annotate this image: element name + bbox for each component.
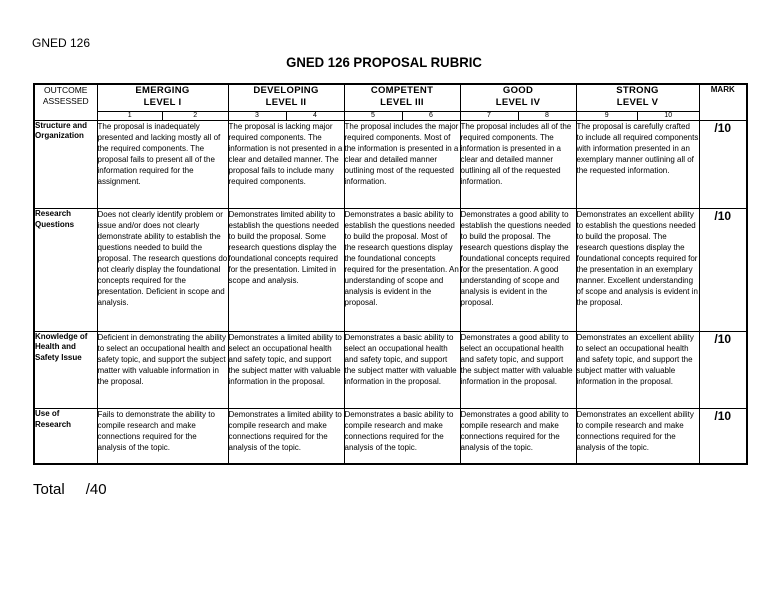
mark-header: MARK: [699, 84, 747, 120]
scale-good: 7 8: [460, 111, 576, 120]
descriptor-cell: The proposal includes the major required components. Most of the information is presented in a clear and detailed manner outlining most of the requested information.: [344, 120, 460, 208]
course-code: GNED 126: [32, 36, 91, 50]
descriptor-cell: Demonstrates an excellent ability to establish the questions needed to build the proposal. The research questions display the foundational concepts required for the presentation in an exemplary manner. Excellent understanding of scope and analysis is evident in the proposal.: [576, 209, 699, 332]
mark-cell: /10: [699, 120, 747, 208]
criterion-label: Research Questions: [34, 209, 97, 332]
level-header-strong: STRONG LEVEL V: [576, 84, 699, 111]
scale-strong: 9 10: [576, 111, 699, 120]
scale-emerging: 1 2: [97, 111, 228, 120]
descriptor-cell: Demonstrates a basic ability to compile research and make connections required for the analysis of the topic.: [344, 409, 460, 464]
descriptor-cell: The proposal is carefully crafted to include all required components with information presented in an exemplary manner outlining all of the requested information.: [576, 120, 699, 208]
descriptor-cell: Fails to demonstrate the ability to compile research and make connections required for the analysis of the topic.: [97, 409, 228, 464]
descriptor-cell: Demonstrates a limited ability to select an occupational health and safety topic, and support the subject matter with valuable information in the proposal.: [228, 331, 344, 408]
level-header-emerging: EMERGING LEVEL I: [97, 84, 228, 111]
criterion-label: Knowledge of Health and Safety Issue: [34, 331, 97, 408]
level-header-developing: DEVELOPING LEVEL II: [228, 84, 344, 111]
scale-row: [34, 111, 747, 120]
mark-cell: /10: [699, 331, 747, 408]
criterion-label: Use of Research: [34, 409, 97, 464]
page-title: GNED 126 PROPOSAL RUBRIC: [286, 54, 482, 70]
descriptor-cell: Demonstrates a good ability to compile research and make connections required for the analysis of the topic.: [460, 409, 576, 464]
mark-cell: /10: [699, 209, 747, 332]
descriptor-cell: Demonstrates an excellent ability to select an occupational health and safety topic, and support the subject matter with valuable information in the proposal.: [576, 331, 699, 408]
descriptor-cell: Demonstrates a basic ability to establish the questions needed to build the proposal. Most of the research questions display the foundational concepts required for the presentation. An understanding of scope and analysis is evident in the proposal.: [344, 209, 460, 332]
scale-developing: 3 4: [228, 111, 344, 120]
total-value: /40: [85, 481, 107, 498]
descriptor-cell: Does not clearly identify problem or issue and/or does not clearly demonstrate ability to establish the questions needed to build the proposal. The research questions do not clearly display the foundational concepts required for the presentation. Deficient in scope and analysis.: [97, 209, 228, 332]
total-score: [33, 481, 107, 498]
criterion-label: Structure and Organization: [34, 120, 97, 208]
descriptor-cell: The proposal includes all of the required components. The information is presented in a clear and detailed manner outlining all of the requested information.: [460, 120, 576, 208]
level-header-good: GOOD LEVEL IV: [460, 84, 576, 111]
descriptor-cell: The proposal is inadequately presented and lacking mostly all of the required components. The proposal fails to present all of the information required for the assignment.: [97, 120, 228, 208]
rubric-row-structure: [34, 120, 747, 208]
mark-cell: /10: [699, 409, 747, 464]
descriptor-cell: Demonstrates a basic ability to select an occupational health and safety topic, and support the subject matter with valuable information in the proposal.: [344, 331, 460, 408]
level-header-competent: COMPETENT LEVEL III: [344, 84, 460, 111]
descriptor-cell: Demonstrates a limited ability to compile research and make connections required for the analysis of the topic.: [228, 409, 344, 464]
rubric-table: [33, 83, 748, 465]
total-label: Total: [33, 481, 65, 498]
descriptor-cell: Demonstrates limited ability to establish the questions needed to build the proposal. Some research questions display the foundational concepts required for the presentation. Limited in scope and analysis.: [228, 209, 344, 332]
descriptor-cell: Deficient in demonstrating the ability to select an occupational health and safety topic, and support the subject matter with valuable information in the proposal.: [97, 331, 228, 408]
outcome-assessed-header: OUTCOME ASSESSED: [34, 84, 97, 120]
descriptor-cell: The proposal is lacking major required components. The information is not presented in a clear and detailed manner. The proposal fails to include many required components.: [228, 120, 344, 208]
rubric-row-research-questions: [34, 209, 747, 332]
header-row: [34, 84, 747, 111]
descriptor-cell: Demonstrates a good ability to establish the questions needed to build the proposal. The research questions display the foundational concepts required for the presentation. A good understanding of scope and analysis is evident in the proposal.: [460, 209, 576, 332]
descriptor-cell: Demonstrates an excellent ability to compile research and make connections required for the analysis of the topic.: [576, 409, 699, 464]
descriptor-cell: Demonstrates a good ability to select an occupational health and safety topic, and support the subject matter with valuable information in the proposal.: [460, 331, 576, 408]
scale-competent: 5 6: [344, 111, 460, 120]
rubric-row-use-of-research: [34, 409, 747, 464]
rubric-row-health-safety: [34, 331, 747, 408]
